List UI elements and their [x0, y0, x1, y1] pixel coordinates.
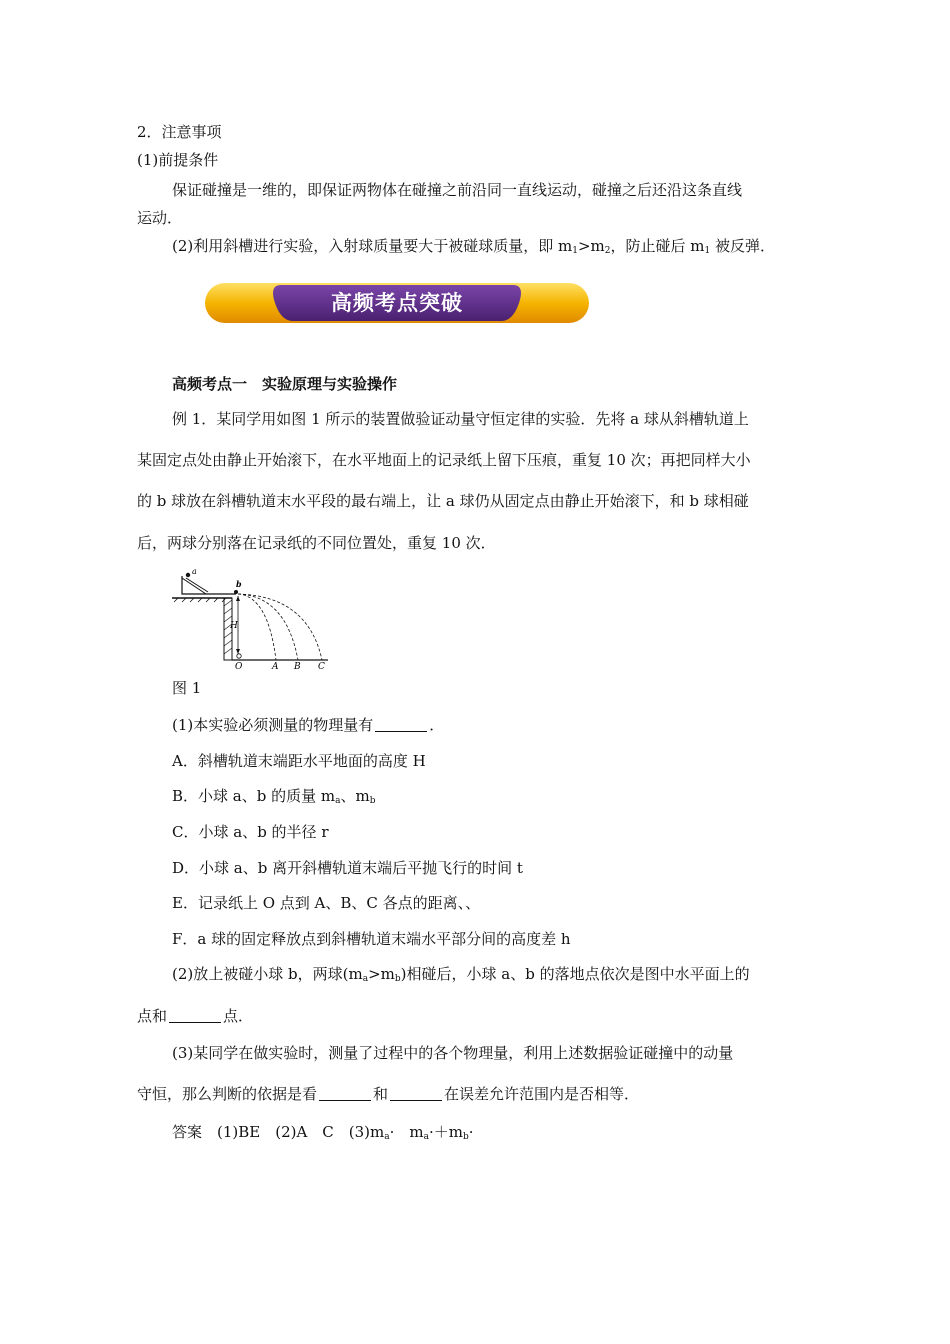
answer-blank [375, 717, 427, 732]
example-line2: 某固定点处由静止开始滚下，在水平地面上的记录纸上留下压痕，重复 10 次；再把同样大小 [137, 451, 751, 469]
notes-sub2 [172, 236, 852, 261]
text-run: (2)利用斜槽进行实验，入射球质量要大于被碰球质量，即 m [172, 237, 573, 255]
subscript: a [335, 796, 341, 806]
question-2-line2 [137, 1006, 817, 1026]
text-run: · [468, 1123, 474, 1141]
section-title: 高频考点一 实验原理与实验操作 [172, 375, 398, 393]
text-run: 点和 [137, 1007, 168, 1025]
text-run: (1)本实验必须测量的物理量有 [172, 716, 374, 734]
text-run: B．小球 a、b 的质量 m [172, 787, 336, 805]
text-run: 在误差允许范围内是否相等． [444, 1085, 640, 1103]
subscript: 1 [572, 246, 578, 256]
label-C: C [318, 662, 325, 670]
subscript: a [362, 974, 369, 984]
section-banner [203, 279, 591, 327]
banner-title: 高频考点突破 [331, 291, 463, 315]
notes-sub1: (1)前提条件 [137, 151, 219, 169]
notes-line2: 运动． [137, 209, 183, 227]
text-run: 守恒，那么判断的依据是看 [137, 1085, 318, 1103]
question-2 [172, 964, 852, 989]
label-B: B [294, 662, 301, 670]
subscript: 1 [704, 246, 711, 256]
text-run: ·＋m [429, 1123, 463, 1141]
notes-line1: 保证碰撞是一维的，即保证两物体在碰撞之前沿同一直线运动，碰撞之后还沿这条直线 [172, 181, 743, 199]
answer-blank [390, 1086, 442, 1101]
text-run: ． [429, 716, 445, 734]
subscript: 2 [604, 246, 611, 256]
question-3-line2 [137, 1084, 817, 1104]
answer-blank [319, 1086, 371, 1101]
question-1 [172, 715, 852, 735]
example-line4: 后，两球分别落在记录纸的不同位置处，重复 10 次． [137, 534, 496, 552]
subscript: a [384, 1132, 390, 1142]
text-run: · m [389, 1123, 424, 1141]
option-b [172, 786, 852, 811]
option-a: A．斜槽轨道末端距水平地面的高度 H [172, 752, 426, 770]
label-O: O [235, 662, 243, 670]
subscript: b [369, 796, 376, 806]
text-run: (2)放上被碰小球 b，两球(m [172, 965, 363, 983]
text-run: )相碰后，小球 a、b 的落地点依次是图中水平面上的 [400, 965, 750, 983]
text-run: >m [577, 237, 605, 255]
text-run: 点． [223, 1007, 254, 1025]
text-run: ，防止碰后 m [610, 237, 705, 255]
subscript: b [394, 974, 401, 984]
example-line1: 例 1．某同学用如图 1 所示的装置做验证动量守恒定律的实验．先将 a 球从斜槽轨道上 [172, 410, 749, 428]
notes-heading: 2．注意事项 [137, 123, 222, 141]
answer-blank [169, 1008, 221, 1023]
answer-line [172, 1122, 852, 1147]
option-d: D．小球 a、b 离开斜槽轨道末端后平抛飞行的时间 t [172, 859, 523, 877]
option-c: C．小球 a、b 的半径 r [172, 823, 329, 841]
option-f: F．a 球的固定释放点到斜槽轨道末端水平部分间的高度差 h [172, 930, 571, 948]
experiment-figure [168, 566, 338, 670]
label-H: H [230, 621, 238, 631]
text-run: >m [368, 965, 395, 983]
label-b: b [236, 579, 242, 589]
text-run: 、m [340, 787, 370, 805]
subscript: b [463, 1132, 469, 1142]
example-line3: 的 b 球放在斜槽轨道末水平段的最右端上，让 a 球仍从固定点由静止开始滚下，和 b 球相碰 [137, 492, 749, 510]
question-3-line1: (3)某同学在做实验时，测量了过程中的各个物理量，利用上述数据验证碰撞中的动量 [172, 1044, 734, 1062]
text-run: 被反弹． [710, 237, 776, 255]
text-run: 和 [373, 1085, 389, 1103]
figure-caption: 图 1 [172, 679, 202, 697]
subscript: a [423, 1132, 429, 1142]
label-a: a [192, 567, 197, 576]
option-e: E．记录纸上 O 点到 A、B、C 各点的距离、、 [172, 894, 481, 912]
label-A: A [272, 662, 279, 670]
text-run: 答案 (1)BE (2)A C (3)m [172, 1123, 385, 1141]
